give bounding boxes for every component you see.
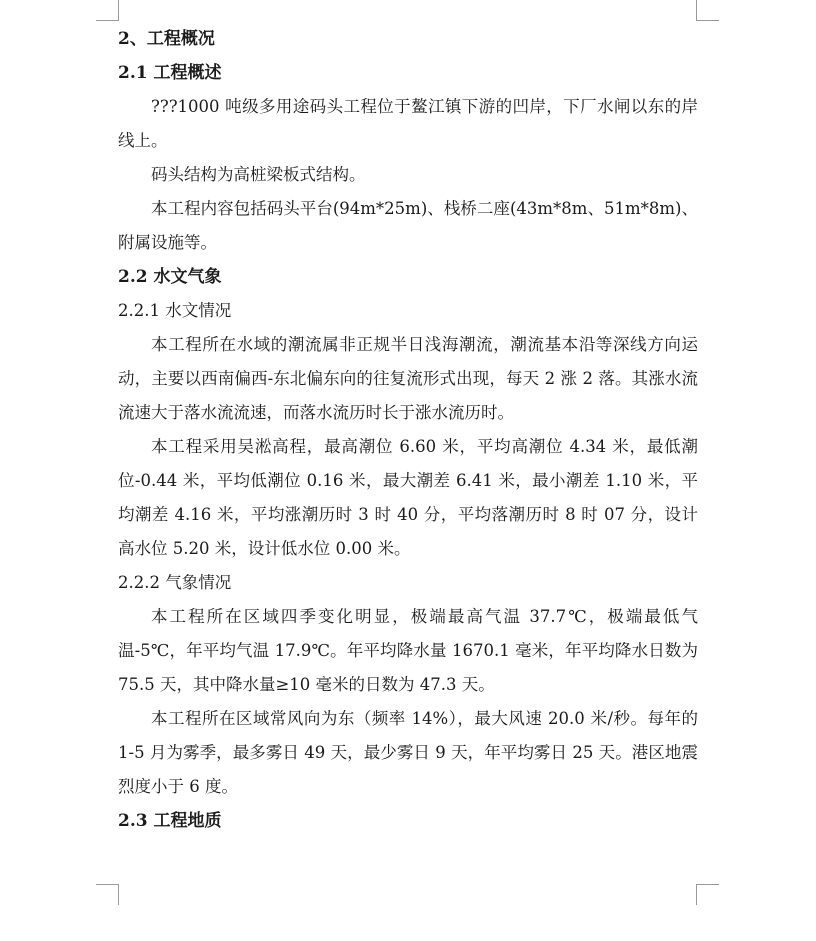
- heading-2-3: 2.3 工程地质: [118, 811, 222, 831]
- crop-mark-bottom-left: [96, 884, 119, 905]
- crop-mark-bottom-right: [696, 884, 719, 905]
- paragraph-2-2-1-tide-levels: 本工程采用吴淞高程，最高潮位 6.60 米，平均高潮位 4.34 米，最低潮位-0.44 米，平均低潮位 0.16 米，最大潮差 6.41 米，最小潮差 1.10 米，平均潮差 4.16 米，平均涨潮历时 3 时 40 分，平均落潮历时 8 时 07 分，设计高水位 5.20 米，设计低水位 0.00 米。: [118, 437, 698, 558]
- heading-2-2-2: 2.2.2 气象情况: [118, 573, 232, 592]
- paragraph-2-1-location: ???1000 吨级多用途码头工程位于鳌江镇下游的凹岸，下厂水闸以东的岸线上。: [118, 97, 698, 150]
- paragraph-2-2-1-tidal-current: 本工程所在水域的潮流属非正规半日浅海潮流，潮流基本沿等深线方向运动，主要以西南偏西-东北偏东向的往复流形式出现，每天 2 涨 2 落。其涨水流流速大于落水流流速，而落水流历时长于涨水流历时。: [118, 335, 698, 422]
- heading-2-2-1: 2.2.1 水文情况: [118, 301, 232, 320]
- heading-2-2: 2.2 水文气象: [118, 267, 222, 287]
- paragraph-2-2-2-wind: 本工程所在区域常风向为东（频率 14%），最大风速 20.0 米/秒。每年的 1-5 月为雾季，最多雾日 49 天，最少雾日 9 天，年平均雾日 25 天。港区地震烈度小于 6 度。: [118, 709, 698, 796]
- heading-2-1: 2.1 工程概述: [118, 63, 222, 83]
- crop-mark-top-left: [96, 0, 119, 21]
- crop-mark-top-right: [696, 0, 719, 21]
- paragraph-2-2-2-climate: 本工程所在区域四季变化明显，极端最高气温 37.7℃，极端最低气温-5℃，年平均气温 17.9℃。年平均降水量 1670.1 毫米，年平均降水日数为 75.5 天，其中降水量≥10 毫米的日数为 47.3 天。: [118, 607, 698, 694]
- paragraph-2-1-scope: 本工程内容包括码头平台(94m*25m)、栈桥二座(43m*8m、51m*8m)、附属设施等。: [118, 199, 698, 252]
- paragraph-2-1-structure: 码头结构为高桩梁板式结构。: [151, 165, 366, 184]
- heading-section-2: 2、工程概况: [118, 29, 215, 49]
- document-body[interactable]: [118, 22, 698, 838]
